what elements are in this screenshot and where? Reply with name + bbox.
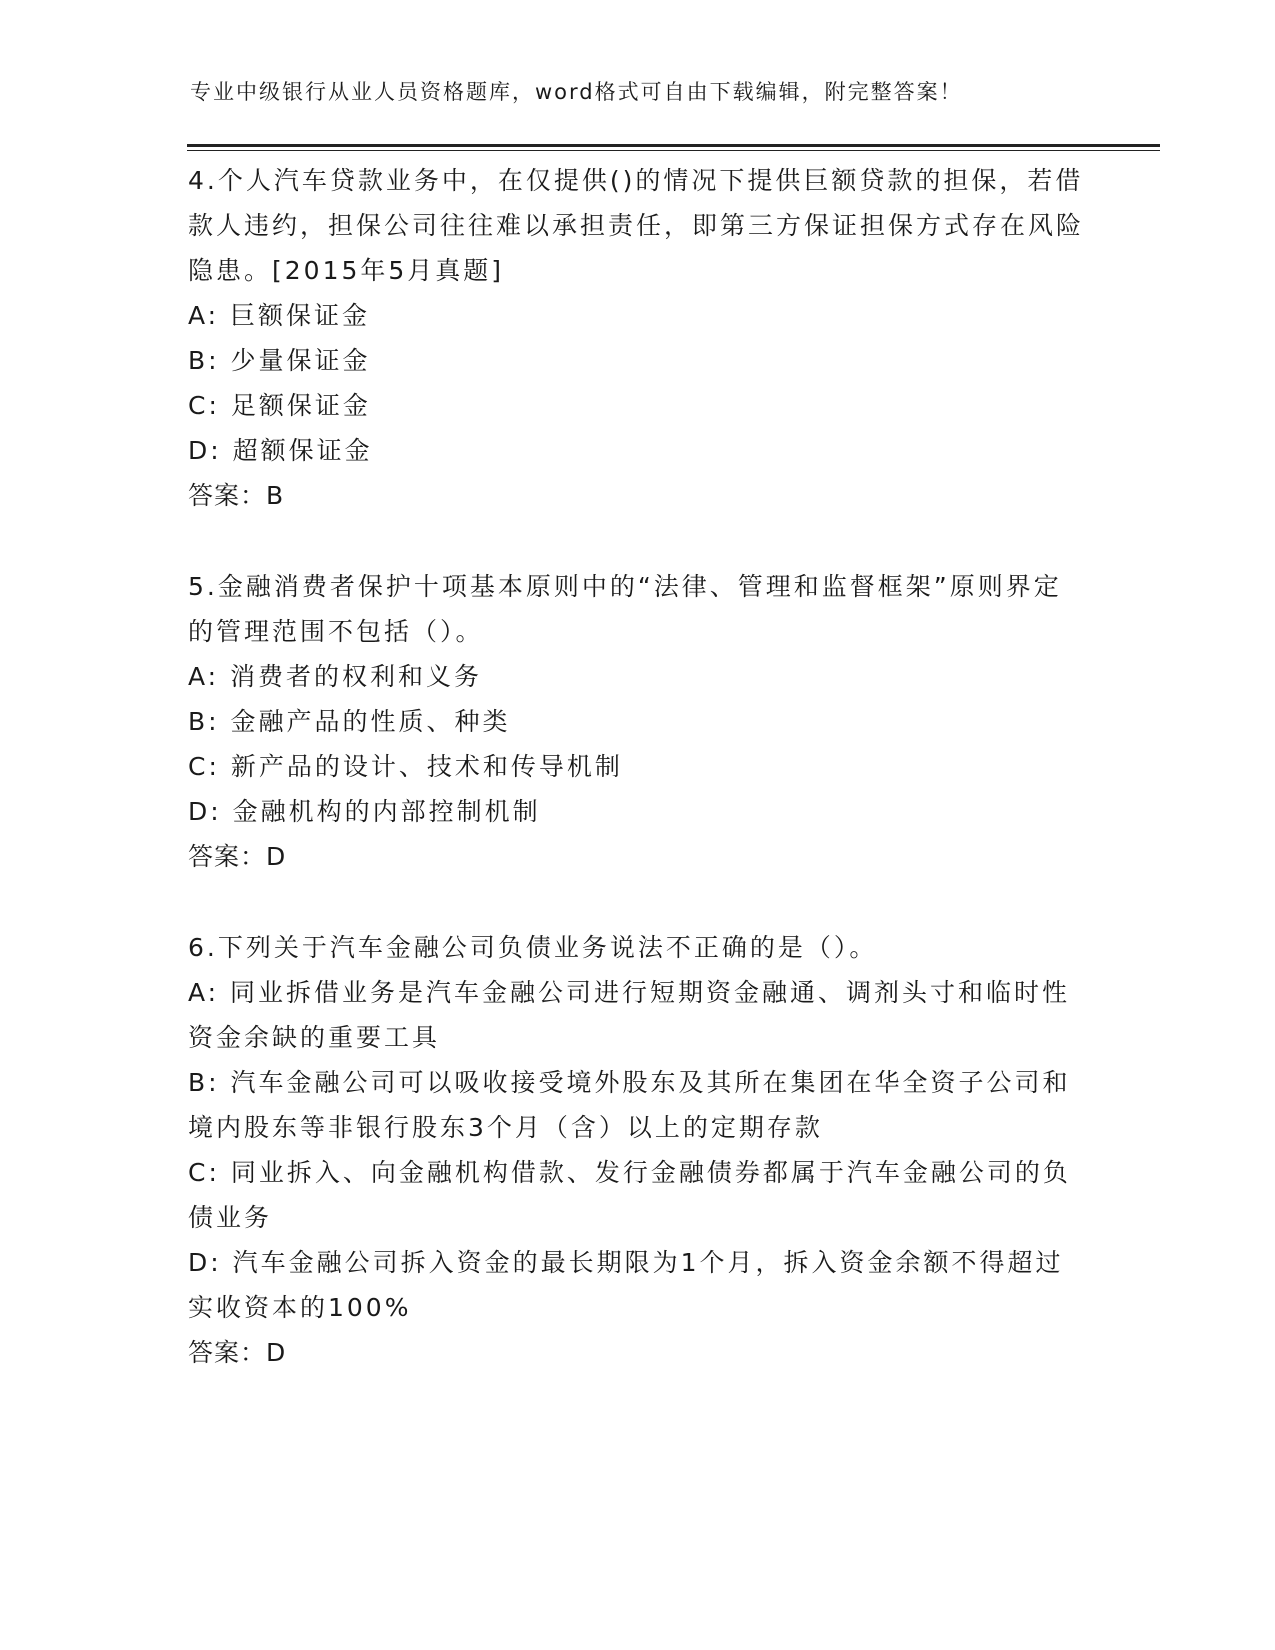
option-a: A: 消费者的权利和义务 — [188, 662, 483, 691]
option-a: A: 同业拆借业务是汽车金融公司进行短期资金融通、调剂头寸和临时性资金余缺的重要工具 — [188, 978, 1071, 1052]
option-c: C: 足额保证金 — [188, 391, 371, 420]
option-b: B: 汽车金融公司可以吸收接受境外股东及其所在集团在华全资子公司和境内股东等非银行股东3个月（含）以上的定期存款 — [188, 1068, 1071, 1142]
option-d: D: 金融机构的内部控制机制 — [188, 797, 541, 826]
answer-text: 答案：B — [188, 481, 285, 510]
question-stem: 4.个人汽车贷款业务中，在仅提供()的情况下提供巨额贷款的担保，若借款人违约，担保公司往往难以承担责任，即第三方保证担保方式存在风险隐患。[2015年5月真题] — [188, 166, 1085, 285]
header-rule-thin — [187, 150, 1160, 151]
option-d: D: 汽车金融公司拆入资金的最长期限为1个月，拆入资金余额不得超过实收资本的100% — [188, 1248, 1064, 1322]
question-spacer — [188, 518, 1088, 564]
option-a: A: 巨额保证金 — [188, 301, 371, 330]
option-b: B: 金融产品的性质、种类 — [188, 707, 511, 736]
question-4 — [188, 158, 1088, 518]
question-spacer — [188, 879, 1088, 925]
option-c: C: 同业拆入、向金融机构借款、发行金融债券都属于汽车金融公司的负债业务 — [188, 1158, 1071, 1232]
option-b: B: 少量保证金 — [188, 346, 371, 375]
header-rule-thick — [187, 144, 1160, 147]
option-c: C: 新产品的设计、技术和传导机制 — [188, 752, 623, 781]
page-header: 专业中级银行从业人员资格题库，word格式可自由下载编辑，附完整答案！ — [190, 80, 963, 104]
question-5 — [188, 564, 1088, 879]
option-d: D: 超额保证金 — [188, 436, 373, 465]
question-stem: 5.金融消费者保护十项基本原则中的“法律、管理和监督框架”原则界定的管理范围不包括（）。 — [188, 572, 1062, 646]
answer-text: 答案：D — [188, 1338, 287, 1367]
question-stem: 6.下列关于汽车金融公司负债业务说法不正确的是（）。 — [188, 933, 878, 962]
answer-text: 答案：D — [188, 842, 287, 871]
question-list — [188, 158, 1088, 1375]
question-6 — [188, 925, 1088, 1375]
